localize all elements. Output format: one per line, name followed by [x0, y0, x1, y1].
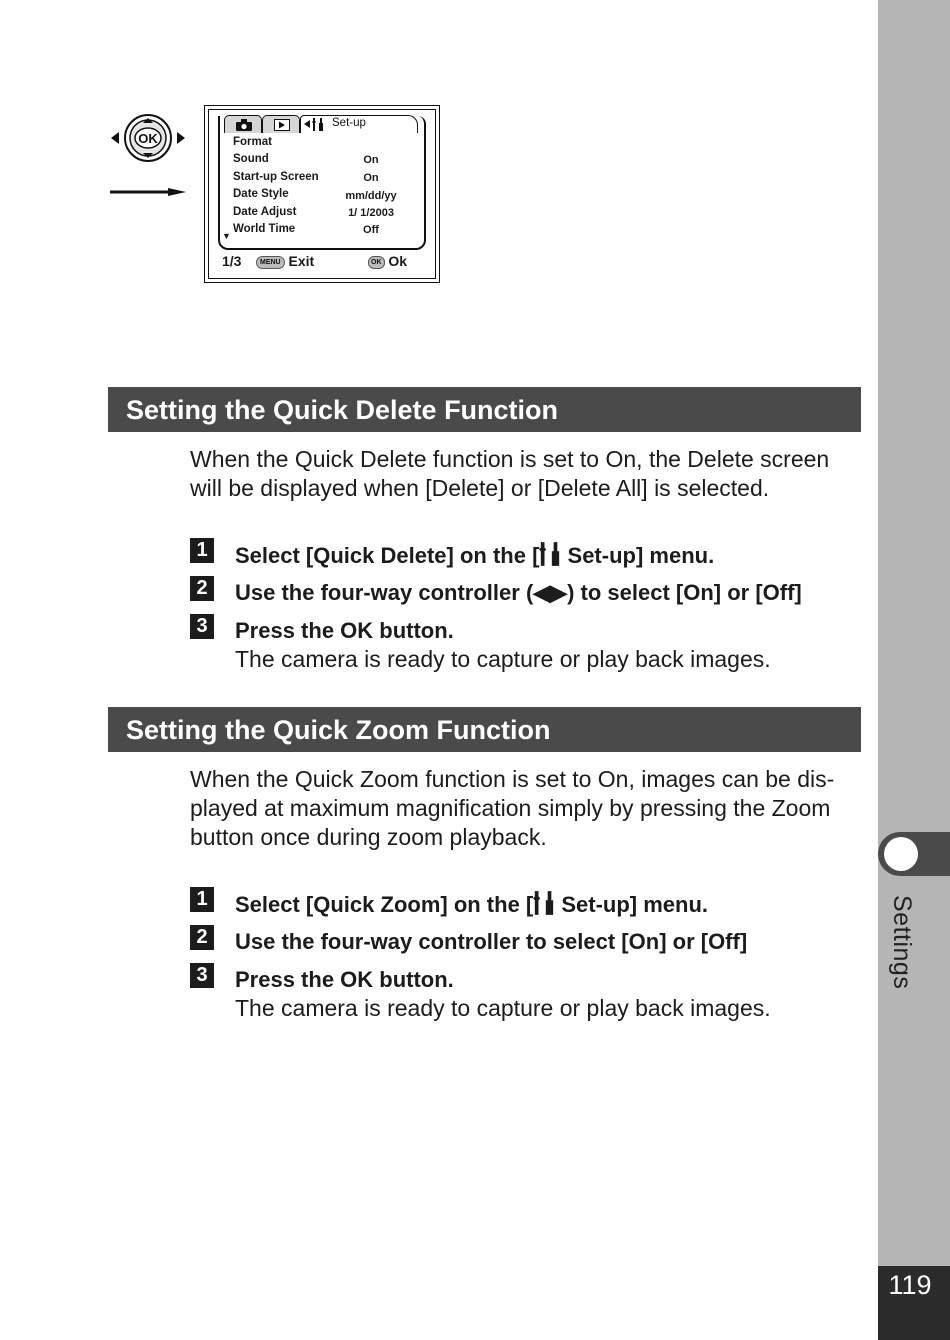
four-way-controller-icon	[108, 110, 188, 166]
lcd-value-sound: On	[363, 154, 379, 166]
quick-delete-step-1	[235, 542, 714, 569]
wrench-icon	[533, 891, 555, 915]
step-text-post: Set-up] menu.	[561, 543, 715, 568]
quick-delete-heading: Setting the Quick Delete Function	[108, 387, 861, 432]
step-text-pre: Select [Quick Delete] on the [	[235, 543, 540, 568]
quick-zoom-intro	[190, 765, 860, 852]
setup-tab-label: Set-up	[332, 117, 366, 129]
left-arrow-icon	[304, 120, 310, 128]
exit-label: Exit	[288, 253, 315, 269]
step-number: 3	[190, 614, 214, 639]
quick-zoom-step-3: Press the OK button.	[235, 967, 454, 992]
lcd-row-sound[interactable]: Sound	[233, 153, 269, 165]
ok-button-icon: OK	[368, 256, 385, 269]
quick-zoom-heading: Setting the Quick Zoom Function	[108, 707, 861, 752]
step-text-post: Set-up] menu.	[555, 892, 709, 917]
step-number: 1	[190, 887, 214, 912]
tab-capture[interactable]	[224, 115, 262, 133]
quick-delete-step-2: Use the four-way controller (◀▶) to select [On] or [Off]	[235, 580, 802, 605]
lcd-value-date-style: mm/dd/yy	[345, 190, 397, 202]
lcd-row-format[interactable]: Format	[233, 136, 272, 148]
step-number: 2	[190, 576, 214, 601]
playback-icon	[274, 119, 290, 131]
quick-zoom-result: The camera is ready to capture or play back images.	[235, 995, 771, 1021]
menu-button-icon: MENU	[256, 256, 285, 269]
step-number: 3	[190, 963, 214, 988]
page-number: 119	[888, 1270, 932, 1300]
lcd-page-indicator: 1/3	[222, 253, 242, 269]
wrench-icon	[539, 542, 561, 566]
step-number: 1	[190, 538, 214, 563]
camera-icon	[236, 119, 252, 131]
lcd-value-startup-screen: On	[363, 172, 379, 184]
intro-line: played at maximum magnification simply by pressing the Zoom	[190, 795, 831, 821]
lcd-value-date-adjust: 1/ 1/2003	[348, 207, 394, 219]
tab-playback[interactable]	[262, 115, 300, 133]
lcd-ok-hint[interactable]	[368, 253, 407, 269]
controller-ok-label: OK	[138, 131, 158, 146]
quick-zoom-step-1	[235, 891, 708, 918]
lcd-row-date-style[interactable]: Date Style	[233, 188, 289, 200]
quick-delete-result: The camera is ready to capture or play back images.	[235, 646, 771, 672]
chapter-label: Settings	[888, 895, 916, 990]
tab-setup[interactable]	[300, 115, 418, 133]
step-text-pre: Select [Quick Zoom] on the [	[235, 892, 534, 917]
chapter-tab-dot	[884, 837, 918, 871]
pointer-arrow-icon	[110, 188, 186, 196]
step-number: 2	[190, 925, 214, 950]
lcd-row-world-time[interactable]: World Time	[233, 223, 296, 235]
wrench-icon	[312, 118, 324, 131]
scroll-down-icon: ▼	[222, 231, 231, 241]
lcd-value-world-time: Off	[363, 224, 379, 236]
intro-line: button once during zoom playback.	[190, 824, 547, 850]
side-bar	[878, 0, 950, 1340]
quick-delete-step-3: Press the OK button.	[235, 618, 454, 643]
ok-label: Ok	[388, 253, 408, 269]
lcd-exit-hint[interactable]	[256, 253, 314, 269]
quick-delete-intro: When the Quick Delete function is set to On, the Delete screen will be displayed when [Delete] or [Delete All] is selected.	[190, 446, 830, 501]
quick-zoom-step-2: Use the four-way controller to select [On] or [Off]	[235, 929, 748, 954]
lcd-row-date-adjust[interactable]: Date Adjust	[233, 206, 297, 218]
intro-line: When the Quick Zoom function is set to On, images can be dis-	[190, 766, 835, 792]
lcd-row-startup-screen[interactable]: Start-up Screen	[233, 171, 319, 183]
